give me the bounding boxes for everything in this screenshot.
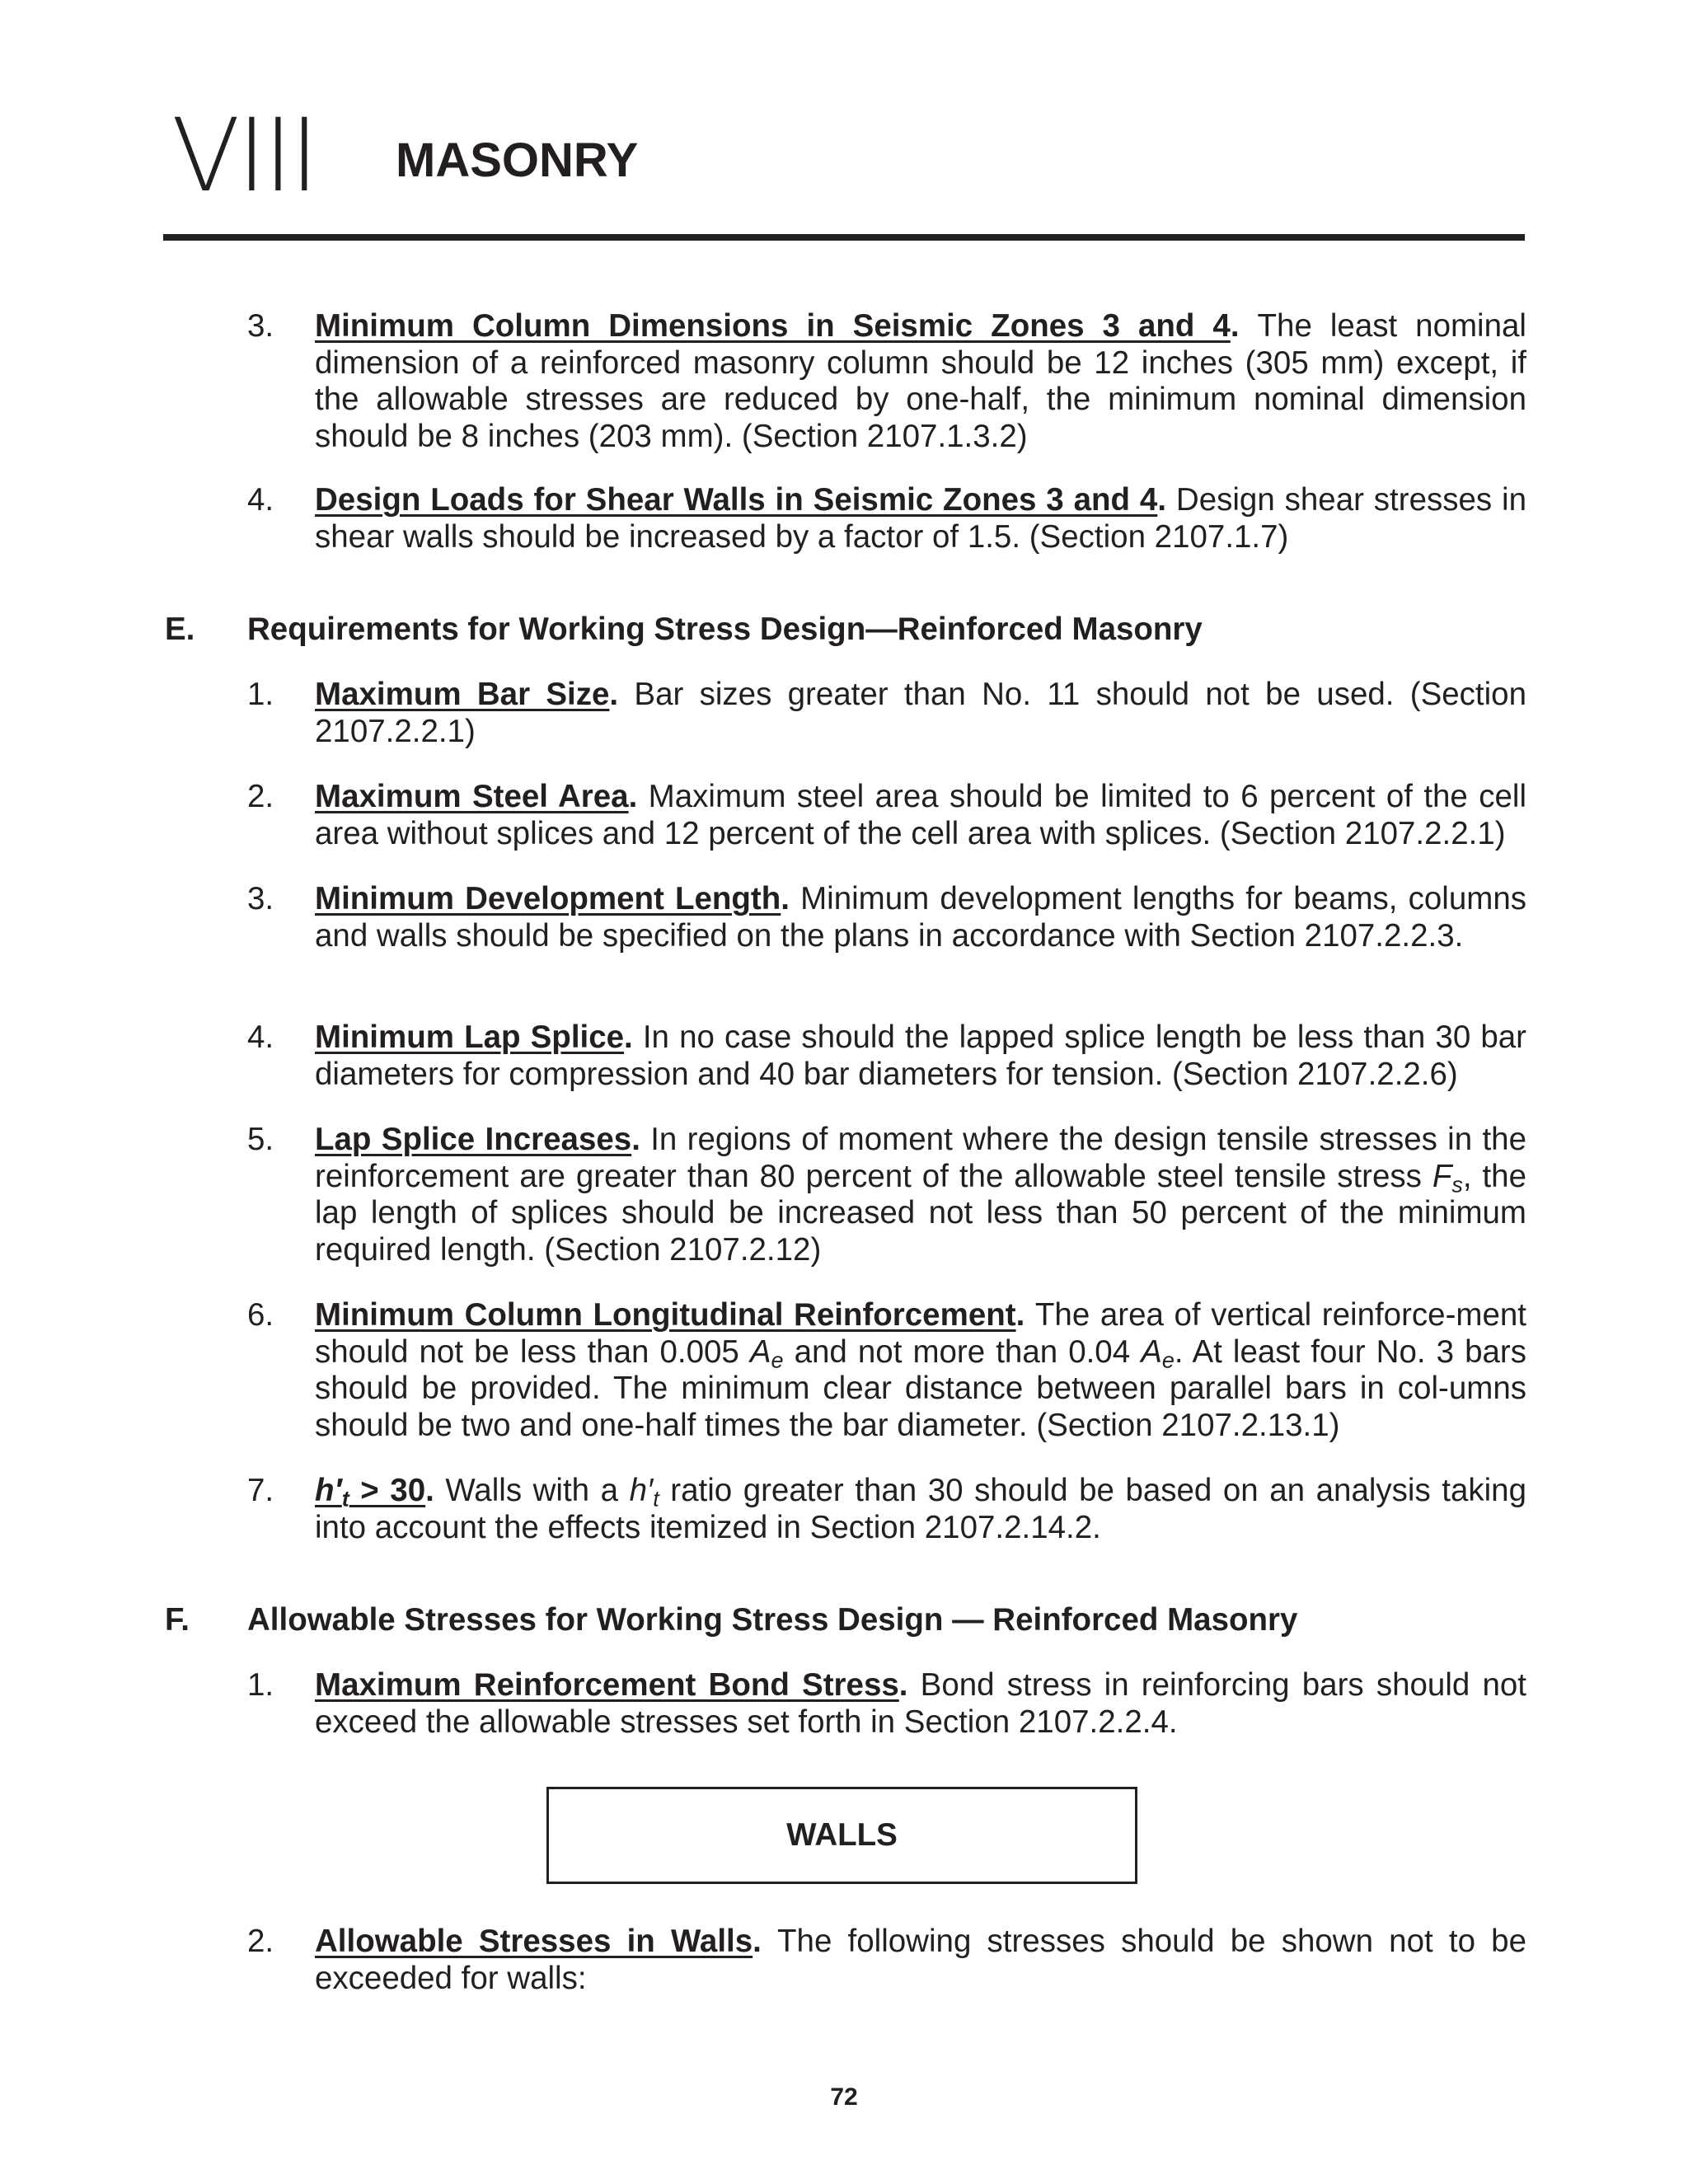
item-number: 5. (247, 1122, 274, 1157)
variable-ae: $A_e$ (1141, 1333, 1175, 1373)
item-lead: Minimum Column Longitudinal Reinforcement (315, 1297, 1016, 1333)
item-number: 7. (247, 1473, 274, 1508)
item-text: . At least four No. 3 bars should be provided. The minimum clear distance between parallel bars in col-umns should be two and one-half times the bar diameter. (Section 2107.2.13.1) (315, 1333, 1527, 1443)
item-text: ratio greater than 30 should be based on an analysis taking into account the effects itemized in Section 2107.2.14.2. (315, 1473, 1526, 1545)
walls-box (546, 1787, 1137, 1884)
item-lead: Design Loads for Shear Walls in Seismic Zones 3 and 4 (315, 482, 1158, 518)
item-text: In no case should the lapped splice length be less than 30 bar diameters for compression and 40 bar diameters for tension. (Section 2107.2.2.6) (315, 1019, 1527, 1092)
variable-ht: $h'_t$ (629, 1473, 659, 1511)
item-lead: Allowable Stresses in Walls (315, 1924, 753, 1959)
variable-fs: $F_s$ (1432, 1158, 1463, 1197)
item-body: Lap Splice Increases. In regions of moment where the design tensile stresses in the reinforcement are greater than 80 percent of the allowable steel tensile stress $F_s$, the lap length of splices should be increased not less than 50 percent of the minimum required length. (Section 2107.2.12) (315, 1122, 1526, 1268)
item-body: Design Loads for Shear Walls in Seismic Zones 3 and 4. Design shear stresses in shear walls should be increased by a factor of 1.5. (Section 2107.1.7) (315, 482, 1526, 555)
item-lead: Lap Splice Increases (315, 1122, 632, 1157)
item-text: Walls with a (445, 1473, 630, 1508)
item-lead: Maximum Bar Size (315, 677, 610, 712)
item-text: In regions of moment where the design tensile stresses in the reinforcement are greater than 80 percent of the allowable steel tensile stress (315, 1122, 1526, 1194)
chapter-numeral: VIII (171, 97, 316, 214)
item-number: 2. (247, 1924, 274, 1959)
variable-ae: $A_e$ (749, 1333, 784, 1373)
item-body: Minimum Lap Splice. In no case should the lapped splice length be less than 30 bar diameters for compression and 40 bar diameters for tension. (Section 2107.2.2.6) (315, 1019, 1527, 1092)
item-number: 1. (247, 677, 274, 712)
item-body: Maximum Reinforcement Bond Stress. Bond stress in reinforcing bars should not exceed the allowable stresses set forth in Section 2107.2.2.4. (315, 1667, 1526, 1740)
walls-box-label: WALLS (786, 1817, 898, 1853)
item-number: 4. (247, 482, 274, 518)
item-lead: Maximum Steel Area (315, 779, 629, 814)
item-text: and not more than 0.04 (783, 1333, 1142, 1370)
item-body: $h'_t > 30$. Walls with a $h'_t$ ratio greater than 30 should be based on an analysis taking into account the effects itemized in Section 2107.2.14.2. (315, 1473, 1526, 1545)
item-text: Maximum steel area should be limited to 6 percent of the cell area without splices and 12 percent of the cell area with splices. (Section 2107.2.2.1) (315, 779, 1526, 851)
section-title: Allowable Stresses for Working Stress Design — Reinforced Masonry (247, 1602, 1298, 1638)
item-body: Minimum Column Dimensions in Seismic Zones 3 and 4. The least nominal dimension of a reinforced masonry column should be 12 inches (305 mm) except, if the allowable stresses are reduced by one-half, the minimum nominal dimension should be 8 inches (203 mm). (Section 2107.1.3.2) (315, 308, 1526, 454)
item-body: Minimum Development Length. Minimum development lengths for beams, columns and walls should be specified on the plans in accordance with Section 2107.2.2.3. (315, 881, 1526, 954)
item-number: 3. (247, 881, 274, 916)
item-number: 2. (247, 779, 274, 814)
item-body: Maximum Bar Size. Bar sizes greater than No. 11 should not be used. (Section 2107.2.2.1) (315, 677, 1526, 749)
item-number: 6. (247, 1297, 274, 1333)
header-rule (163, 234, 1525, 241)
item-lead: Minimum Development Length (315, 881, 781, 916)
item-text: Bond stress in reinforcing bars should not exceed the allowable stresses set forth in Section 2107.2.2.4. (315, 1667, 1526, 1740)
item-text: Bar sizes greater than No. 11 should not be used. (Section 2107.2.2.1) (315, 677, 1526, 749)
item-text: The least nominal dimension of a reinforced masonry column should be 12 inches (305 mm) except, if the allowable stresses are reduced by one-half, the minimum nominal dimension should be 8 inches (203 mm). (Section 2107.1.3.2) (315, 308, 1526, 454)
item-text: Minimum development lengths for beams, columns and walls should be specified on the plans in accordance with Section 2107.2.2.3. (315, 881, 1526, 954)
section-title: Requirements for Working Stress Design—Reinforced Masonry (247, 612, 1203, 647)
item-body: Allowable Stresses in Walls. The following stresses should be shown not to be exceeded for walls: (315, 1924, 1526, 1996)
item-number: 4. (247, 1019, 274, 1055)
page-number: 72 (830, 2083, 858, 2111)
item-lead: Minimum Column Dimensions in Seismic Zones 3 and 4 (315, 308, 1231, 344)
item-number: 3. (247, 308, 274, 344)
item-text: Design shear stresses in shear walls should be increased by a factor of 1.5. (Section 2107.1.7) (315, 482, 1526, 555)
section-letter: E. (165, 612, 195, 647)
item-text: , the lap length of splices should be increased not less than 50 percent of the minimum required length. (Section 2107.2.12) (315, 1158, 1526, 1268)
section-letter: F. (165, 1602, 190, 1638)
item-body: Maximum Steel Area. Maximum steel area should be limited to 6 percent of the cell area without splices and 12 percent of the cell area with splices. (Section 2107.2.2.1) (315, 779, 1526, 851)
item-lead: Maximum Reinforcement Bond Stress (315, 1667, 899, 1703)
item-text: The following stresses should be shown not to be exceeded for walls: (315, 1924, 1526, 1996)
item-text: The area of vertical reinforce-ment should not be less than 0.005 (315, 1297, 1526, 1370)
item-lead: Minimum Lap Splice (315, 1019, 625, 1055)
item-number: 1. (247, 1667, 274, 1703)
item-lead: $h'_t > 30$ (315, 1473, 426, 1511)
item-body: Minimum Column Longitudinal Reinforcement. The area of vertical reinforce-ment should not be less than 0.005 $A_e$ and not more than 0.04 $A_e$. At least four No. 3 bars should be provided. The minimum clear distance between parallel bars in col-umns should be two and one-half times the bar diameter. (Section 2107.2.13.1) (315, 1297, 1527, 1443)
chapter-title: MASONRY (396, 134, 639, 187)
page-header (163, 97, 1525, 214)
